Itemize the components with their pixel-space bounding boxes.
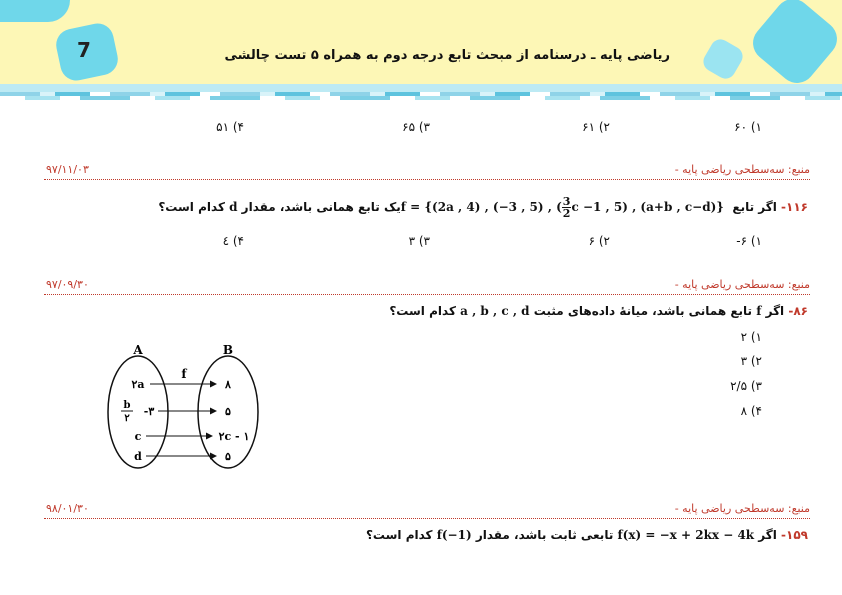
question-text-3: کدام است؟ [158, 200, 225, 214]
source-label: منبع: سه‌سطحی ریاضی پایه - [674, 163, 810, 176]
math-fraction [562, 196, 572, 219]
page-number: 7 [77, 38, 91, 62]
question-math [400, 195, 728, 220]
source-label: منبع: سه‌سطحی ریاضی پایه - [674, 278, 810, 291]
source-line [44, 163, 810, 180]
question-86 [389, 304, 808, 318]
decor-blob-left [0, 0, 70, 22]
option-3: ۳) ۳ [408, 234, 430, 248]
option-1: ۱) ۶۰ [734, 120, 762, 134]
question-math-2: f(−1) [436, 528, 472, 542]
range-element-2: ۵ [225, 405, 231, 418]
question-text: اگر تابع [728, 200, 777, 214]
range-element-4: ۵ [225, 450, 231, 463]
set-a-label: A [133, 343, 143, 357]
question-number: ۸۶- [788, 304, 808, 318]
question-math: f(x) = −x + 2kx − 4k [617, 528, 755, 542]
domain-element-4: d [134, 450, 142, 463]
source-line [44, 278, 810, 295]
question-text-2: تابعی ثابت باشد، مقدار [471, 528, 614, 542]
source-label: منبع: سه‌سطحی ریاضی پایه - [674, 502, 810, 515]
domain-frac-num: b [123, 400, 131, 411]
question-number: ۱۱۶- [781, 200, 808, 214]
option-2: ۲) ۶۱ [582, 120, 610, 134]
option-3: ۳) ۶۵ [402, 120, 430, 134]
range-element-3: ۲c - ۱ [218, 430, 250, 443]
option-1: ۱) ‎-۶ [736, 234, 762, 248]
source-date: ۹۷/۰۹/۳۰ [46, 278, 89, 291]
option-4: ۴) ٤ [222, 234, 244, 248]
option-4: ۴) ۸ [740, 404, 762, 418]
range-element-1: ۸ [225, 378, 231, 391]
source-date: ۹۸/۰۱/۳۰ [46, 502, 89, 515]
question-var: d [229, 200, 238, 214]
question-116 [158, 196, 808, 219]
question-text-3: کدام است؟ [389, 304, 456, 318]
math-set-part2: c −1 , 5) , (a+b , c−d)} [571, 200, 725, 214]
option-1: ۱) ۲ [740, 330, 762, 344]
option-4: ۴) ۵۱ [216, 120, 244, 134]
set-b-label: B [222, 343, 234, 357]
function-label: f [181, 367, 187, 381]
question-vars: a , b , c , d [460, 304, 530, 318]
domain-frac-den: ۲ [124, 413, 130, 424]
question-text-2: یک تابع همانی باشد، مقدار [237, 200, 401, 214]
question-text-2: تابع همانی باشد، میانهٔ داده‌های مثبت [529, 304, 753, 318]
header-strip-pattern-2 [0, 96, 842, 100]
frac-den: 2 [562, 207, 571, 220]
domain-element-3: c [134, 430, 142, 443]
source-date: ۹۷/۱۱/۰۳ [46, 163, 89, 176]
question-number: ۱۵۹- [781, 528, 808, 542]
header-strip [0, 84, 842, 92]
domain-element-1: ۲a [131, 378, 145, 391]
question-text: اگر [754, 528, 777, 542]
question-text-3: کدام است؟ [365, 528, 433, 542]
option-3: ۳) ۲/۵ [730, 379, 762, 393]
question-159 [366, 528, 808, 542]
math-set-part1: f = {(2a , 4) , (−3 , 5) , ( [400, 200, 562, 214]
frac-num: 3 [562, 195, 571, 208]
question-text: اگر [761, 304, 785, 318]
option-2: ۲) ۶ [588, 234, 610, 248]
question-var: f [756, 304, 762, 318]
page-title: ریاضی پایه ـ درسنامه از مبحث تابع درجه دوم به همراه ۵ تست چالشی [224, 48, 670, 63]
domain-element-2: -۳ [143, 405, 155, 418]
mapping-diagram [100, 340, 270, 480]
option-2: ۲) ۳ [740, 354, 762, 368]
source-line [44, 502, 810, 519]
